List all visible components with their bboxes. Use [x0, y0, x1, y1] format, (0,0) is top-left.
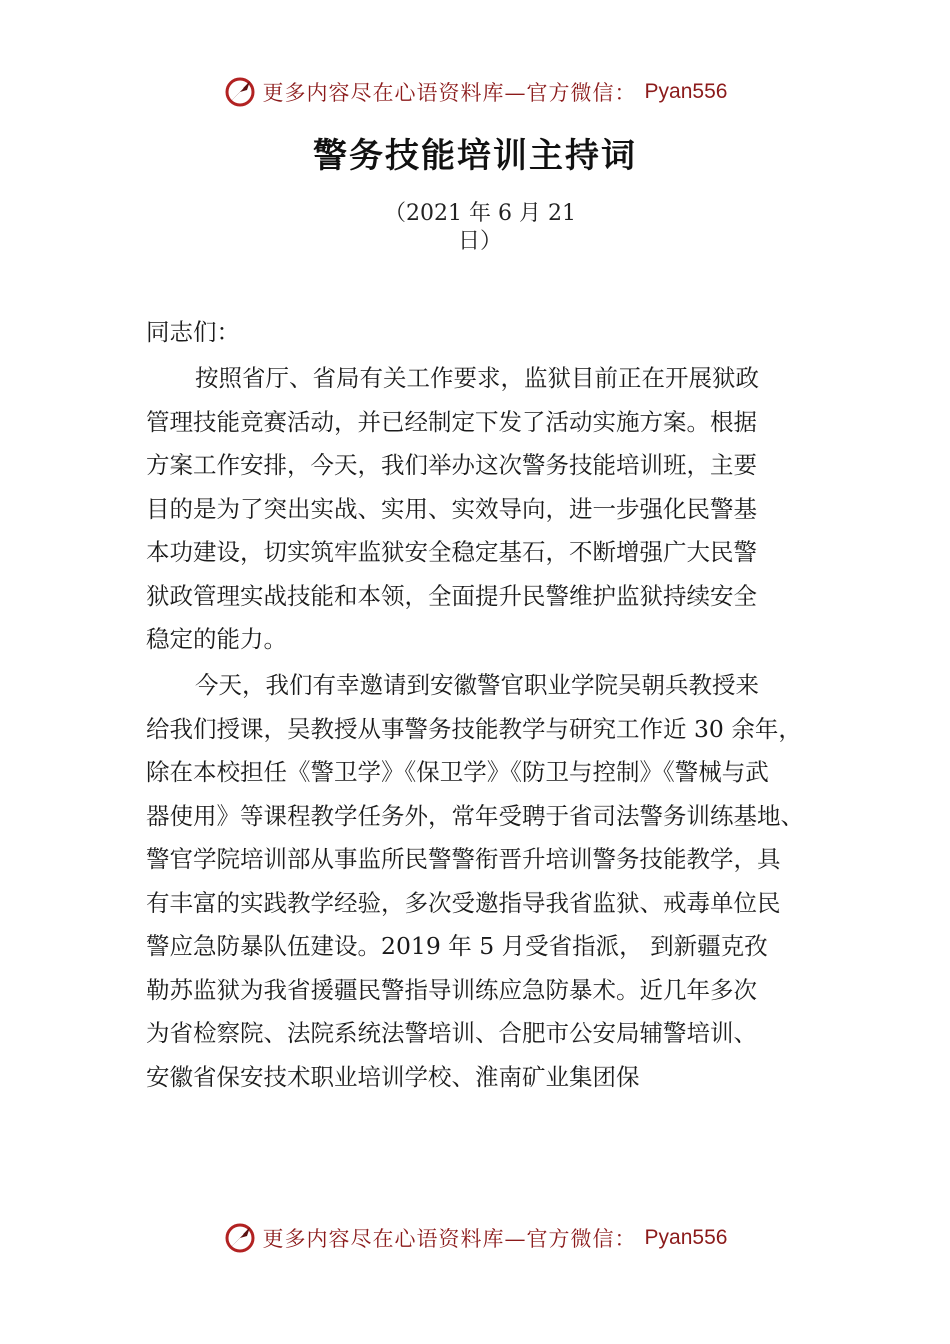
date-line: 日）: [457, 229, 502, 254]
document-date: [375, 200, 585, 256]
paragraph-line: 目的是为了突出实战、实用、实效导向，进一步强化民警基: [146, 494, 757, 523]
paragraph-line: 今天，我们有幸邀请到安徽警官职业学院吴朝兵教授来: [195, 671, 759, 699]
paragraph-line: 方案工作安排，今天，我们举办这次警务技能培训班，主要: [146, 451, 757, 479]
paragraph-1: [146, 357, 836, 662]
paragraph-line: 除在本校担任《警卫学》《保卫学》《防卫与控制》《警械与武: [146, 758, 769, 786]
paragraph-line: 给我们授课，吴教授从事警务技能教学与研究工作近 30 余年，: [146, 714, 802, 743]
banner-text: 更多内容尽在心语资料库—官方微信：: [262, 1227, 637, 1251]
footer-banner: [0, 1216, 950, 1260]
paragraph-line: 有丰富的实践教学经验，多次受邀指导我省监狱、戒毒单位民: [146, 888, 781, 917]
paragraph-line: 本功建设，切实筑牢监狱安全稳定基石，不断增强广大民警: [146, 538, 757, 566]
paragraph-line: 狱政管理实战技能和本领，全面提升民警维护监狱持续安全: [146, 581, 757, 610]
banner-text: 更多内容尽在心语资料库—官方微信：: [262, 81, 637, 105]
paragraph-2: [146, 664, 836, 1099]
quill-logo-icon: [223, 1221, 257, 1255]
paragraph-line: 为省检察院、法院系统法警培训、合肥市公安局辅警培训、: [146, 1019, 757, 1047]
document-title: 警务技能培训主持词: [313, 136, 637, 176]
paragraph-line: 警官学院培训部从事监所民警警衔晋升培训警务技能教学，具: [146, 845, 781, 873]
paragraph-line: 稳定的能力。: [146, 625, 287, 653]
paragraph-line: 按照省厅、省局有关工作要求，监狱目前正在开展狱政: [195, 364, 759, 392]
banner-wechat-handle: Pyan556: [644, 1226, 728, 1249]
quill-logo-icon: [223, 75, 257, 109]
paragraph-line: 警应急防暴队伍建设。2019 年 5 月受省指派， 到新疆克孜: [146, 932, 768, 960]
paragraph-line: 管理技能竞赛活动，并已经制定下发了活动实施方案。根据: [146, 407, 757, 436]
date-line: （2021 年 6 月 21: [384, 201, 576, 226]
salutation: 同志们：: [146, 318, 240, 346]
paragraph-line: 安徽省保安技术职业培训学校、淮南矿业集团保: [146, 1062, 640, 1091]
banner-wechat-handle: Pyan556: [644, 80, 728, 103]
paragraph-line: 器使用》等课程教学任务外，常年受聘于省司法警务训练基地、: [146, 801, 804, 830]
header-banner: [0, 70, 950, 114]
paragraph-line: 勒苏监狱为我省援疆民警指导训练应急防暴术。近几年多次: [146, 975, 757, 1004]
